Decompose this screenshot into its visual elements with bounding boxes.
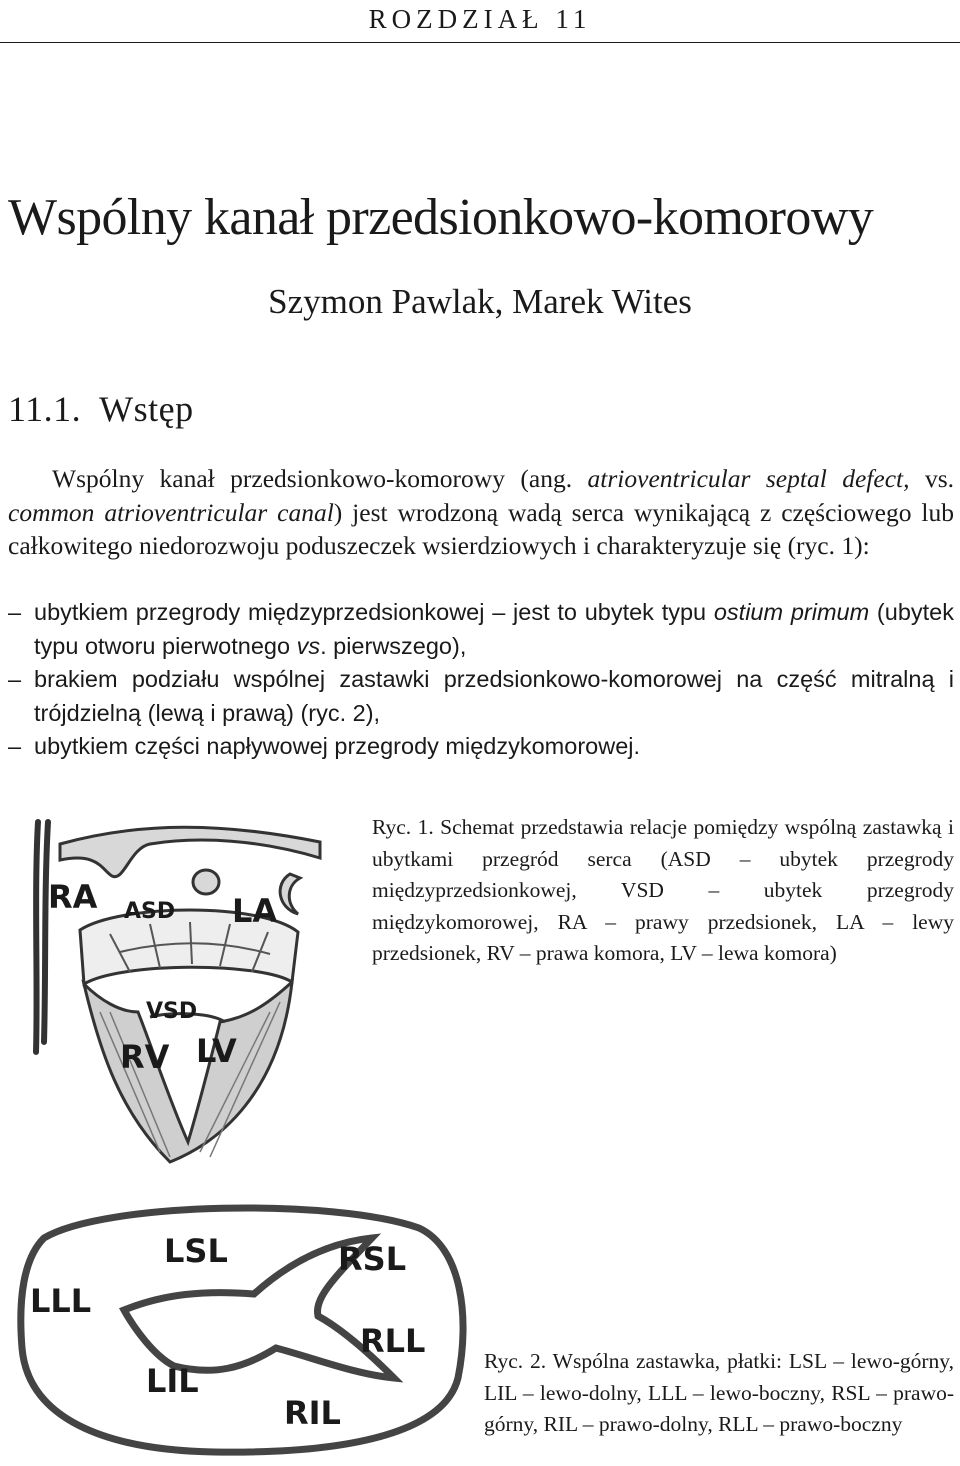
label-vsd: VSD [146, 999, 198, 1024]
label-ril: RIL [284, 1394, 341, 1432]
outer-wall-left [36, 822, 38, 1052]
bullet-text-part: . pierwszego), [320, 632, 467, 659]
chapter-header: ROZDZIAŁ 11 [368, 4, 592, 34]
bullet-text: brakiem podziału wspólnej zastawki przedsionkowo-komorowej na część mitralną i trójdzielną (lewą i prawą) (ryc. 2), [34, 666, 954, 726]
intro-paragraph [8, 462, 954, 563]
intro-text: ) jest wrodzoną wadą serca wynikającą z częściowego lub całkowitego niedorozwoju poduszeczek wsierdziowych i charakteryzuje się (ryc. 1): [8, 497, 954, 560]
label-la: LA [232, 892, 278, 930]
label-lll: LLL [30, 1282, 92, 1320]
label-lil: LIL [146, 1362, 199, 1400]
label-rll: RLL [360, 1322, 426, 1360]
bullet-text: ubytkiem części napływowej przegrody międzykomorowej. [34, 733, 641, 759]
atrial-roof [60, 827, 320, 876]
intro-term-en: atrioventricular septal defect, [587, 464, 910, 493]
bullet-term: ostium primum [713, 599, 870, 625]
label-lsl: LSL [164, 1232, 228, 1270]
section-number: 11.1. [8, 389, 82, 429]
bullet-dash: – [8, 733, 22, 759]
bullet-text-part: ubytkiem przegrody międzyprzedsionkowej – jest to ubytek typu [34, 599, 714, 625]
figure2-caption: Ryc. 2. Wspólna zastawka, płatki: LSL – lewo-górny, LIL – lewo-dolny, LLL – lewo-boczny, RSL – prawo-górny, RIL – prawo-dolny, RLL – prawo-boczny [484, 1349, 954, 1436]
bullet-term: vs [296, 632, 321, 659]
figure1-caption: Ryc. 1. Schemat przedstawia relacje pomiędzy wspólną zastawką i ubytkami przegród serca (ASD – ubytek przegrody międzyprzedsionkowej, VSD – ubytek przegrody międzykomorowej, RA – prawy przedsionek, LA – lewy przedsionek, RV – prawa komora, LV – lewa komora) [372, 815, 954, 965]
bullet-text [34, 596, 954, 663]
section-heading [8, 388, 194, 430]
bullet-item [8, 663, 954, 730]
intro-text: Wspólny kanał przedsionkowo-komorowy (ang. [52, 464, 588, 493]
label-asd: ASD [124, 899, 176, 924]
valve-diagram [14, 1198, 474, 1460]
label-lv: LV [196, 1032, 237, 1070]
la-wall-curve [280, 874, 300, 914]
section-title: Wstęp [99, 389, 194, 429]
intro-text: vs. [909, 464, 954, 493]
bullet-dash: – [8, 666, 22, 692]
chapter-authors: Szymon Pawlak, Marek Wites [268, 282, 692, 321]
label-rsl: RSL [338, 1240, 407, 1278]
intro-term-en: common atrioventricular canal [8, 497, 334, 527]
bullet-dash: – [8, 599, 22, 625]
bullet-item [8, 730, 954, 764]
header-rule [0, 42, 960, 43]
bullet-text-part: (ubytek typu otworu pierwotnego [34, 599, 954, 659]
heart-diagram [20, 812, 350, 1182]
label-rv: RV [120, 1038, 170, 1076]
chapter-title: Wspólny kanał przedsionkowo-komorowy [8, 189, 874, 246]
asd-circle [193, 870, 219, 894]
bullet-item [8, 596, 954, 663]
label-ra: RA [48, 878, 98, 916]
